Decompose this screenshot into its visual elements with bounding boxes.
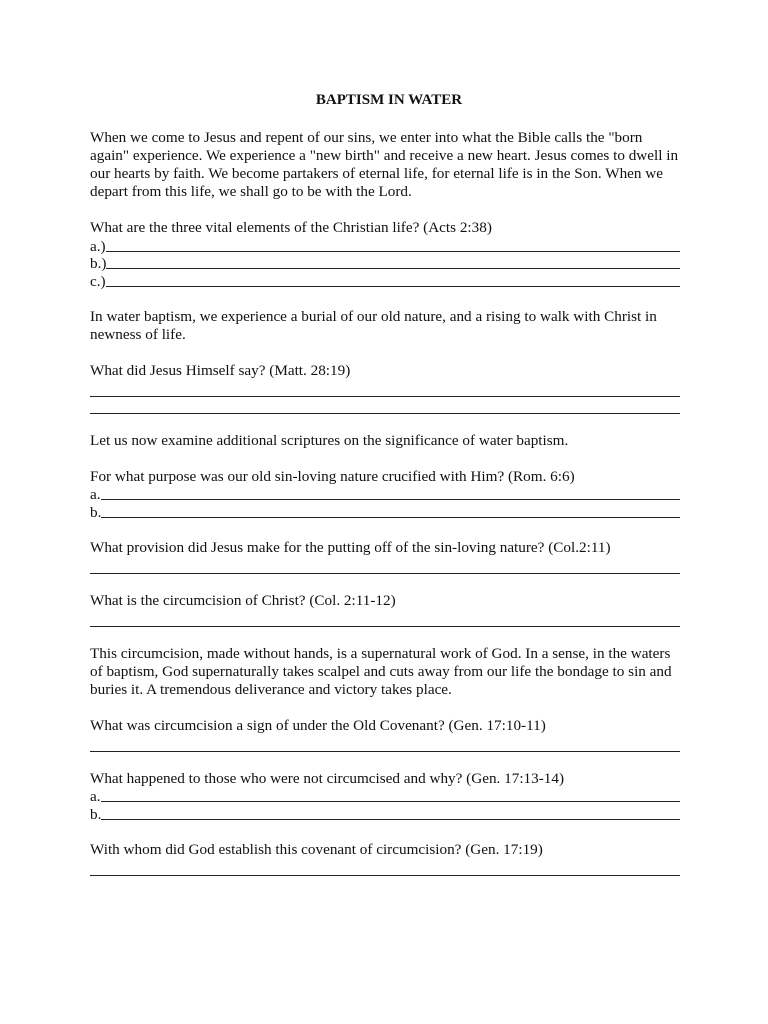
answer-label: c.): [90, 272, 106, 290]
answer-label: b.: [90, 503, 102, 521]
answer-label: b.): [90, 255, 107, 272]
question-8: With whom did God establish this covenant of circumcision? (Gen. 17:19): [90, 840, 543, 858]
answer-label: a.): [90, 237, 106, 255]
answer-blank[interactable]: [90, 397, 680, 414]
answer-blank[interactable]: [101, 806, 680, 820]
question-1: What are the three vital elements of the Christian life? (Acts 2:38): [90, 219, 492, 236]
answer-blank[interactable]: [106, 255, 680, 269]
answer-blank[interactable]: [101, 486, 680, 500]
answer-row-3a: [90, 486, 680, 504]
question-5: What is the circumcision of Christ? (Col. 2:11-12): [90, 591, 396, 609]
circumcision-paragraph: This circumcision, made without hands, is a supernatural work of God. In a sense, in the waters of baptism, God supernaturally takes scalpel and cuts away from our life the bondage to sin and buries it. A tremendous deliverance and victory takes place.: [90, 644, 672, 698]
question-3: For what purpose was our old sin-loving nature crucified with Him? (Rom. 6:6): [90, 467, 575, 485]
answer-blank[interactable]: [90, 859, 680, 876]
question-6: What was circumcision a sign of under the Old Covenant? (Gen. 17:10-11): [90, 716, 546, 734]
question-7: What happened to those who were not circumcised and why? (Gen. 17:13-14): [90, 769, 565, 787]
examine-scriptures-paragraph: Let us now examine additional scriptures on the significance of water baptism.: [90, 431, 569, 449]
answer-blank[interactable]: [101, 788, 680, 802]
answer-row-7b: [90, 805, 680, 823]
question-2: What did Jesus Himself say? (Matt. 28:19): [90, 361, 351, 379]
answer-label: b.: [90, 805, 102, 823]
answer-blank[interactable]: [90, 380, 680, 397]
answer-blank[interactable]: [101, 504, 680, 518]
page-title: BAPTISM IN WATER: [315, 92, 463, 108]
worksheet-page: [90, 92, 680, 876]
answer-blank[interactable]: [106, 273, 680, 287]
answer-blank[interactable]: [106, 238, 680, 252]
answer-row-7a: [90, 788, 680, 806]
answer-blank[interactable]: [90, 610, 680, 627]
answer-row-1c: [90, 272, 680, 290]
answer-blank[interactable]: [90, 735, 680, 752]
question-4: What provision did Jesus make for the putting off of the sin-loving nature? (Col.2:11): [90, 538, 611, 556]
answer-label: a.: [90, 486, 101, 503]
answer-row-3b: [90, 503, 680, 521]
answer-row-1a: [90, 237, 680, 255]
answer-row-1b: [90, 255, 680, 273]
answer-blank[interactable]: [90, 557, 680, 574]
intro-paragraph: When we come to Jesus and repent of our sins, we enter into what the Bible calls the "born again" experience. We experience a "new birth" and receive a new heart. Jesus comes to dwell in our hearts by faith. We become partakers of eternal life, for eternal life is in the Son. When we depart from this life, we shall go to be with the Lord.: [90, 129, 679, 200]
water-baptism-paragraph: In water baptism, we experience a burial of our old nature, and a rising to walk with Christ in newness of life.: [90, 307, 657, 343]
answer-label: a.: [90, 788, 101, 805]
